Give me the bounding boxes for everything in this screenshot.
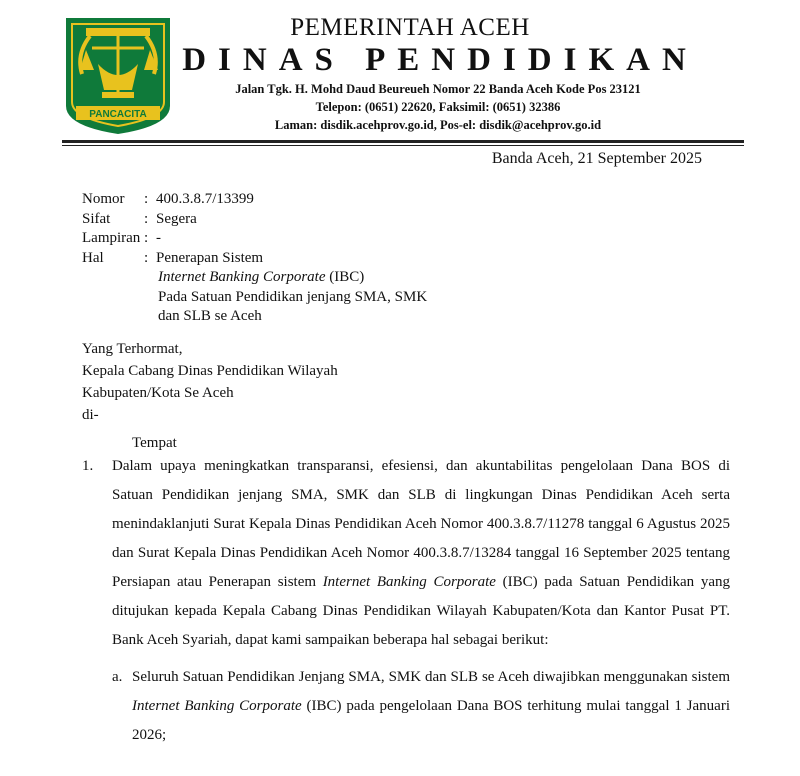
letterhead-rule-thin bbox=[62, 145, 744, 146]
addressee-line3: Kabupaten/Kota Se Aceh bbox=[82, 385, 234, 401]
meta-lampiran bbox=[82, 229, 427, 249]
paragraph-1a-label: a. bbox=[112, 669, 123, 685]
pancacita-logo bbox=[62, 14, 174, 136]
letterhead-gov: PEMERINTAH ACEH bbox=[290, 14, 530, 41]
letter-meta bbox=[82, 190, 427, 327]
addressee-line4: di- bbox=[82, 407, 99, 423]
p1-part-a: Dalam upaya meningkatkan transparansi, efesiensi, dan akuntabilitas pengelolaan Dana BOS di Satuan Pendidikan jenjang SMA, SMK dan SLB di lingkungan Dinas Pendidikan Aceh serta menindaklanjuti Surat Kepala Dinas Pendidikan Aceh Nomor 400.3.8.7/11278 tanggal 6 Agustus 2025 dan Surat Kepala Dinas Pendidikan Aceh Nomor 400.3.8.7/13284 tanggal 16 September 2025 tentang Persiapan atau Penerapan sistem bbox=[112, 458, 730, 590]
lampiran-value: - bbox=[156, 230, 161, 246]
letterhead-web: Laman: disdik.acehprov.go.id, Pos-el: disdik@acehprov.go.id bbox=[274, 118, 602, 132]
p1-italic: Internet Banking Corporate bbox=[322, 574, 496, 590]
addressee-line1: Yang Terhormat, bbox=[82, 341, 183, 357]
letterhead-address: Jalan Tgk. H. Mohd Daud Beureueh Nomor 22 Banda Aceh Kode Pos 23121 bbox=[235, 82, 641, 96]
hal-line3: Pada Satuan Pendidikan jenjang SMA, SMK bbox=[158, 288, 428, 305]
hal-line1: Penerapan Sistem bbox=[156, 249, 264, 266]
paragraph-1a bbox=[112, 663, 730, 750]
letterhead-rule-thick bbox=[62, 140, 744, 143]
hal-line2 bbox=[82, 268, 427, 288]
p1-part-b: (IBC) pada Satuan Pendidikan yang ditujukan kepada Kepala Cabang Dinas Pendidikan Wilayah Kabupaten/Kota dan Kantor Pusat PT. Bank Aceh Syariah, dapat kami sampaikan beberapa hal sebagai berikut: bbox=[112, 574, 730, 648]
nomor-label: Nomor bbox=[82, 191, 125, 207]
meta-sifat bbox=[82, 210, 427, 230]
hal-line2-rest: (IBC) bbox=[325, 269, 365, 285]
letterhead-phone: Telepon: (0651) 22620, Faksimil: (0651) 32386 bbox=[315, 100, 561, 114]
meta-hal bbox=[82, 249, 427, 269]
a-part-1: Seluruh Satuan Pendidikan Jenjang SMA, SMK dan SLB se Aceh diwajibkan menggunakan sistem bbox=[132, 669, 730, 685]
colon: : bbox=[144, 230, 149, 246]
colon: : bbox=[144, 191, 149, 207]
sifat-label: Sifat bbox=[82, 210, 111, 227]
hal-line4: dan SLB se Aceh bbox=[158, 308, 262, 324]
logo-text: PANCACITA bbox=[89, 109, 147, 120]
letter-date: Banda Aceh, 21 September 2025 bbox=[491, 150, 702, 167]
nomor-value: 400.3.8.7/13399 bbox=[156, 191, 254, 207]
addressee-line5: Tempat bbox=[132, 435, 177, 451]
colon: : bbox=[144, 249, 149, 266]
letter-body bbox=[82, 452, 730, 750]
letterhead-dept: DINAS PENDIDIKAN bbox=[182, 42, 698, 78]
colon: : bbox=[144, 210, 149, 227]
hal-line2-italic: Internet Banking Corporate bbox=[158, 269, 326, 285]
addressee-line2: Kepala Cabang Dinas Pendidikan Wilayah bbox=[82, 363, 338, 379]
paragraph-1-number: 1. bbox=[82, 458, 94, 474]
addressee-block bbox=[82, 338, 338, 454]
paragraph-1a-text bbox=[132, 663, 730, 750]
hal-label: Hal bbox=[82, 249, 104, 266]
meta-nomor bbox=[82, 190, 427, 210]
paragraph-1 bbox=[82, 452, 730, 655]
paragraph-1-text bbox=[112, 452, 730, 655]
a-part-2: (IBC) pada pengelolaan Dana BOS terhitung mulai tanggal 1 Januari 2026; bbox=[132, 698, 730, 743]
sifat-value: Segera bbox=[156, 210, 197, 227]
a-italic: Internet Banking Corporate bbox=[132, 698, 302, 714]
lampiran-label: Lampiran bbox=[82, 230, 141, 246]
